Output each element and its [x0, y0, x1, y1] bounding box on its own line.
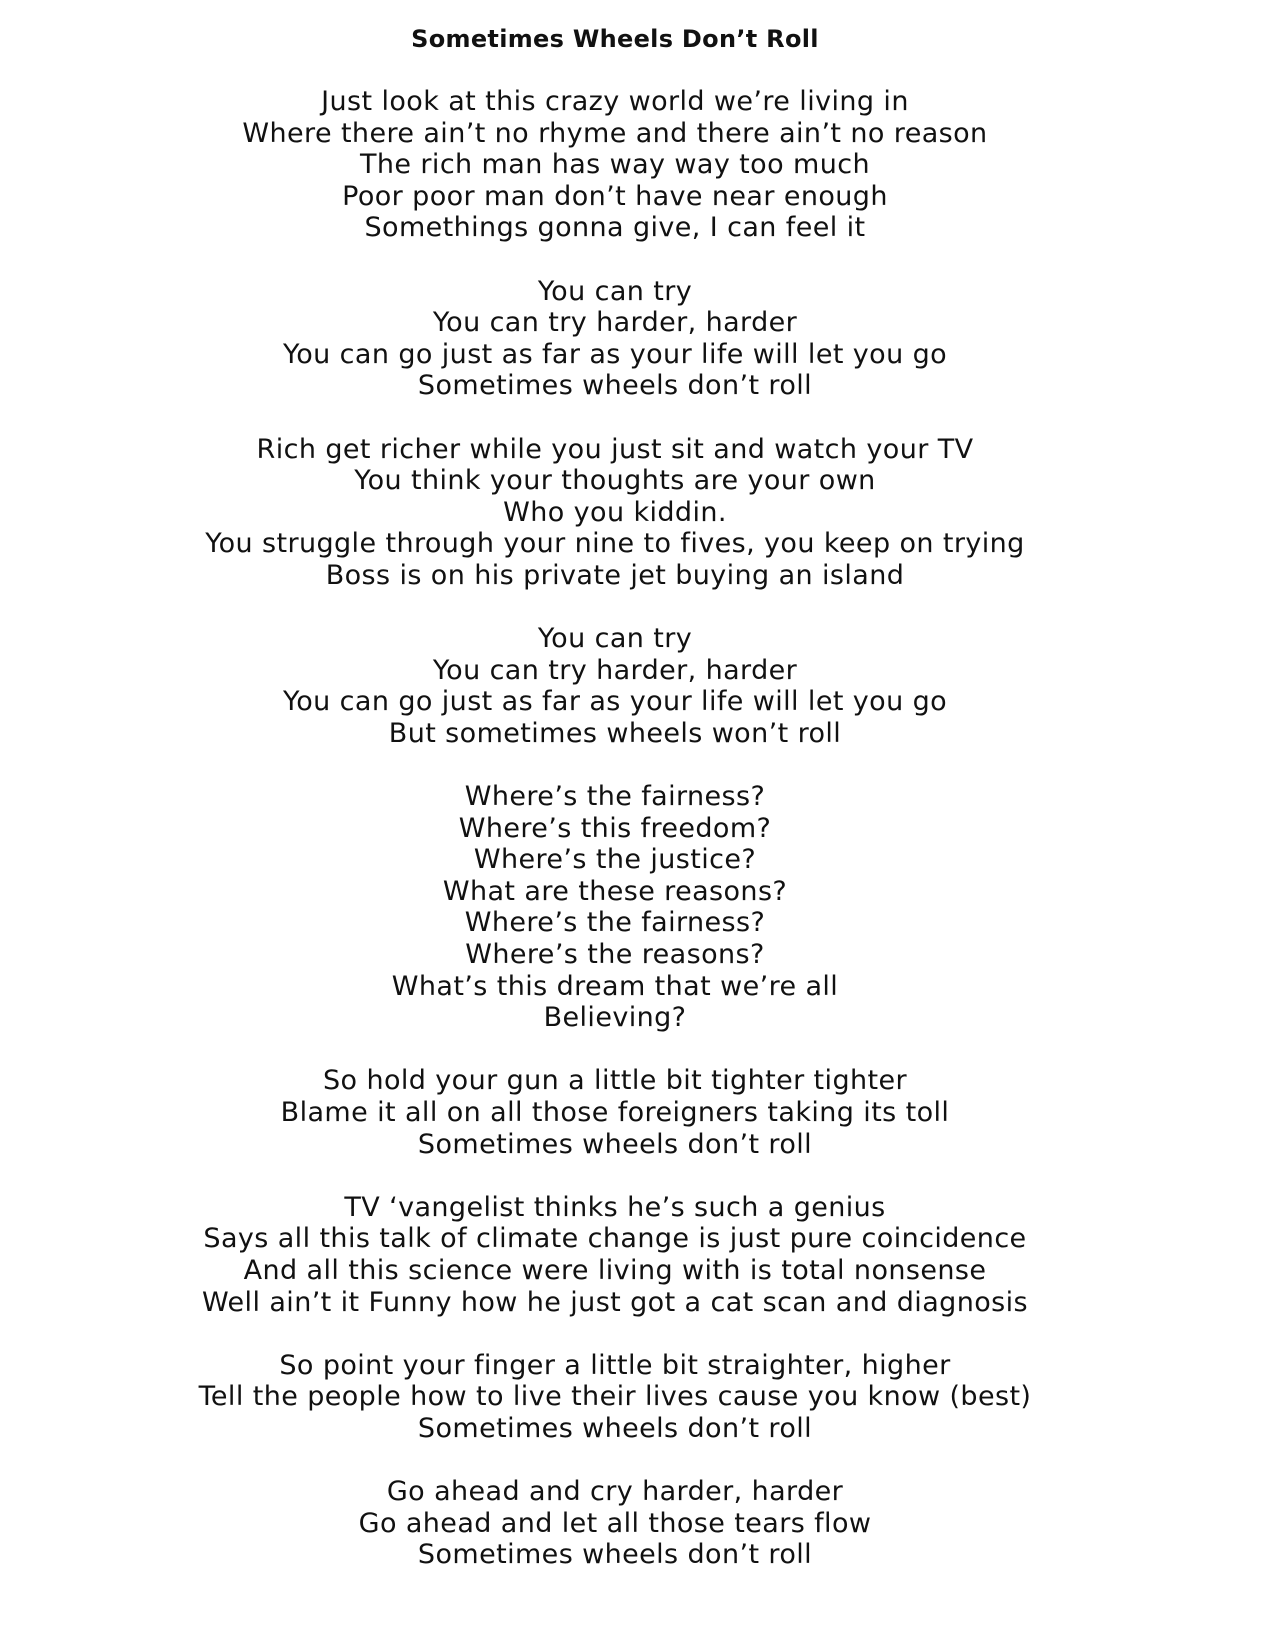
lyric-line: Poor poor man don’t have near enough	[342, 180, 888, 212]
lyric-line: Says all this talk of climate change is just pure coincidence	[203, 1223, 1027, 1255]
lyrics-stanza	[0, 1350, 1230, 1445]
lyric-line: Well ain’t it Funny how he just got a cat scan and diagnosis	[202, 1286, 1028, 1318]
lyrics-stanza	[0, 276, 1230, 402]
lyric-line: What are these reasons?	[442, 875, 788, 907]
lyrics-stanza	[0, 781, 1230, 1034]
lyrics-stanza	[0, 623, 1230, 749]
page-title: Sometimes Wheels Don’t Roll	[411, 25, 819, 53]
lyric-line: Where’s the justice?	[473, 844, 757, 876]
lyrics-stanza	[0, 434, 1230, 592]
lyric-line: What’s this dream that we’re all	[391, 970, 839, 1002]
lyric-line: Where there ain’t no rhyme and there ain’t no reason	[242, 117, 988, 149]
lyric-line: Tell the people how to live their lives cause you know (best)	[198, 1381, 1032, 1413]
lyric-line: But sometimes wheels won’t roll	[388, 717, 842, 749]
lyric-line: You struggle through your nine to fives, you keep on trying	[205, 528, 1025, 560]
lyric-line: So hold your gun a little bit tighter tighter	[323, 1065, 907, 1097]
lyric-line: Rich get richer while you just sit and watch your TV	[256, 433, 974, 465]
lyric-line: Sometimes wheels don’t roll	[417, 1128, 813, 1160]
lyric-line: You can go just as far as your life will let you go	[282, 686, 948, 718]
lyric-line: You can go just as far as your life will let you go	[282, 338, 948, 370]
lyric-line: You think your thoughts are your own	[354, 465, 876, 497]
lyric-line: Where’s the fairness?	[464, 781, 766, 813]
lyrics-stanza	[0, 86, 1230, 244]
lyric-line: Sometimes wheels don’t roll	[417, 1539, 813, 1571]
lyric-line: Somethings gonna give, I can feel it	[364, 212, 866, 244]
lyric-line: The rich man has way way too much	[360, 149, 870, 181]
lyric-line: Where’s the reasons?	[465, 939, 765, 971]
lyrics-stanza	[0, 1065, 1230, 1160]
lyric-line: Blame it all on all those foreigners taking its toll	[280, 1097, 950, 1128]
lyric-line: You can try	[537, 275, 693, 307]
lyric-line: Go ahead and cry harder, harder	[386, 1476, 844, 1508]
lyric-line: You can try	[537, 623, 693, 655]
lyric-line: Where’s the fairness?	[464, 907, 766, 939]
lyrics-body	[0, 86, 1230, 1603]
lyric-line: Just look at this crazy world we’re living in	[321, 86, 909, 117]
lyrics-stanza	[0, 1476, 1230, 1571]
lyric-line: Boss is on his private jet buying an island	[325, 559, 905, 591]
lyric-line: TV ‘vangelist thinks he’s such a genius	[344, 1191, 886, 1223]
lyric-line: Believing?	[543, 1002, 687, 1034]
lyric-line: Who you kiddin.	[503, 496, 727, 528]
lyrics-stanza	[0, 1192, 1230, 1318]
lyric-line: Sometimes wheels don’t roll	[417, 370, 813, 402]
lyric-line: Where’s this freedom?	[458, 812, 772, 844]
lyric-line: Sometimes wheels don’t roll	[417, 1412, 813, 1444]
lyric-line: You can try harder, harder	[432, 654, 798, 686]
lyric-line: You can try harder, harder	[432, 307, 798, 339]
lyric-line: And all this science were living with is total nonsense	[243, 1254, 987, 1286]
lyric-line: Go ahead and let all those tears flow	[358, 1507, 872, 1539]
lyric-line: So point your finger a little bit straighter, higher	[279, 1349, 951, 1381]
